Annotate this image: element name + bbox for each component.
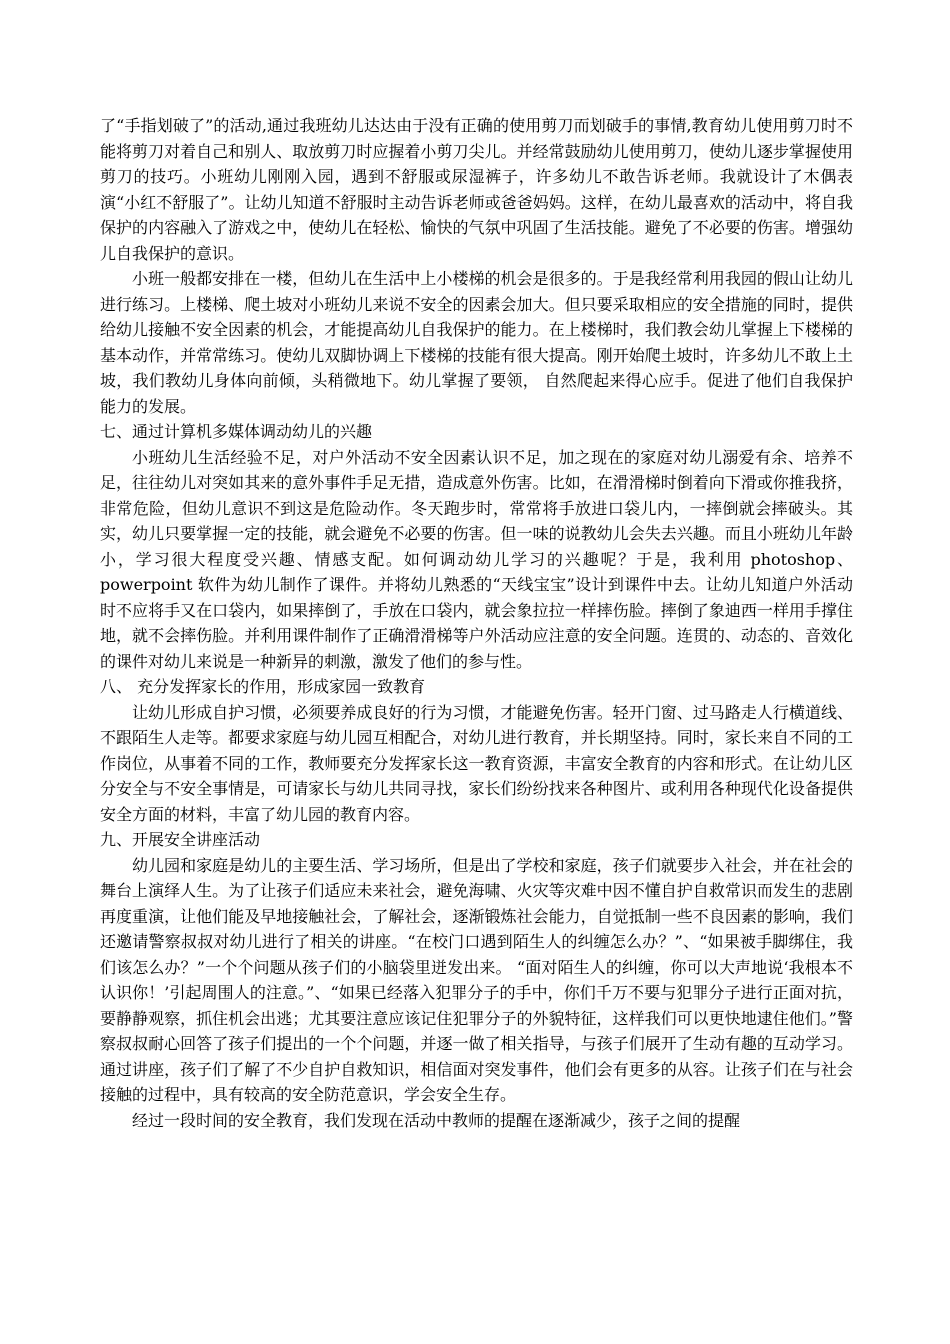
- paragraph-safety-lecture: 幼儿园和家庭是幼儿的主要生活、学习场所，但是出了学校和家庭，孩子们就要步入社会，并在社会的舞台上演绎人生。为了让孩子们适应未来社会，避免海啸、火灾等灾难中因不懂自护自救常识而发生的悲剧再度重演，让他们能及早地接触社会，了解社会，逐渐锻炼社会能力，自觉抵制一些不良因素的影响，我们还邀请警察叔叔对幼儿进行了相关的讲座。“在校门口遇到陌生人的纠缠怎么办？”、“如果被手脚绑住，我们该怎么办？”一个个问题从孩子们的小脑袋里迸发出来。 “面对陌生人的纠缠，你可以大声地说‘我根本不认识你！’引起周围人的注意。”、“如果已经落入犯罪分子的手中，你们千万不要与犯罪分子进行正面对抗，要静静观察，抓住机会出逃；尤其要注意应该记住犯罪分子的外貌特征，这样我们可以更快地逮住他们。”警察叔叔耐心回答了孩子们提出的一个个问题，并逐一做了相关指导，与孩子们展开了生动有趣的互动学习。通过讲座，孩子们了解了不少自护自救知识，相信面对突发事件，他们会有更多的从容。让孩子们在与社会接触的过程中，具有较高的安全防范意识，学会安全生存。: [100, 855, 853, 1104]
- paragraph-stairs-practice: 小班一般都安排在一楼，但幼儿在生活中上小楼梯的机会是很多的。于是我经常利用我园的假山让幼儿进行练习。上楼梯、爬土坡对小班幼儿来说不安全的因素会加大。但只要采取相应的安全措施的同时，提供给幼儿接触不安全因素的机会，才能提高幼儿自我保护的能力。在上楼梯时，我们教会幼儿掌握上下楼梯的基本动作，并常常练习。使幼儿双脚协调上下楼梯的技能有很大提高。刚开始爬土坡时，许多幼儿不敢上土坡，我们教幼儿身体向前倾，头稍微地下。幼儿掌握了要领， 自然爬起来得心应手。促进了他们自我保护能力的发展。: [100, 269, 853, 416]
- paragraph-conclusion: 经过一段时间的安全教育，我们发现在活动中教师的提醒在逐渐减少，孩子之间的提醒: [132, 1110, 741, 1130]
- paragraph-multimedia: 小班幼儿生活经验不足，对户外活动不安全因素认识不足，加之现在的家庭对幼儿溺爱有余、培养不足，往往幼儿对突如其来的意外事件手足无措，造成意外伤害。比如，在滑滑梯时倒着向下滑或你推我挤，非常危险，但幼儿意识不到这是危险动作。冬天跑步时，常常将手放进口袋儿内，一摔倒就会摔破头。其实，幼儿只要掌握一定的技能，就会避免不必要的伤害。但一味的说教幼儿会失去兴趣。而且小班幼儿年龄小，学习很大程度受兴趣、情感支配。如何调动幼儿学习的兴趣呢？于是，我利用 photoshop、powerpoint 软件为幼儿制作了课件。并将幼儿熟悉的“天线宝宝”设计到课件中去。让幼儿知道户外活动时不应将手又在口袋内，如果摔倒了，手放在口袋内，就会象拉拉一样摔伤脸。摔倒了象迪西一样用手撑住地，就不会摔伤脸。并利用课件制作了正确滑滑梯等户外活动应注意的安全问题。连贯的、动态的、音效化的课件对幼儿来说是一种新异的刺激，激发了他们的参与性。: [100, 447, 853, 671]
- section-heading-8: 八、 充分发挥家长的作用，形成家园一致教育: [100, 677, 426, 696]
- section-heading-9: 九、开展安全讲座活动: [100, 830, 261, 849]
- paragraph-parents-role: 让幼儿形成自护习惯，必须要养成良好的行为习惯，才能避免伤害。轻开门窗、过马路走人行横道线、不跟陌生人走等。都要求家庭与幼儿园互相配合，对幼儿进行教育，并长期坚持。同时，家长来自不同的工作岗位，从事着不同的工作，教师要充分发挥家长这一教育资源，丰富安全教育的内容和形式。在让幼儿区分安全与不安全事情是，可请家长与幼儿共同寻找，家长们纷纷找来各种图片、或利用各种现代化设备提供安全方面的材料，丰富了幼儿园的教育内容。: [100, 702, 853, 824]
- section-heading-7: 七、通过计算机多媒体调动幼儿的兴趣: [100, 422, 373, 441]
- document-page: [100, 113, 853, 1133]
- paragraph-scissors-safety: 了“手指划破了”的活动,通过我班幼儿达达由于没有正确的使用剪刀而划破手的事情,教育幼儿使用剪刀时不能将剪刀对着自己和别人、取放剪刀时应握着小剪刀尖儿。并经常鼓励幼儿使用剪刀，使幼儿逐步掌握使用剪刀的技巧。小班幼儿刚刚入园，遇到不舒服或尿湿裤子，许多幼儿不敢告诉老师。我就设计了木偶表演“小红不舒服了”。让幼儿知道不舒服时主动告诉老师或爸爸妈妈。这样，在幼儿最喜欢的活动中，将自我保护的内容融入了游戏之中，使幼儿在轻松、愉快的气氛中巩固了生活技能。避免了不必要的伤害。增强幼儿自我保护的意识。: [100, 116, 853, 263]
